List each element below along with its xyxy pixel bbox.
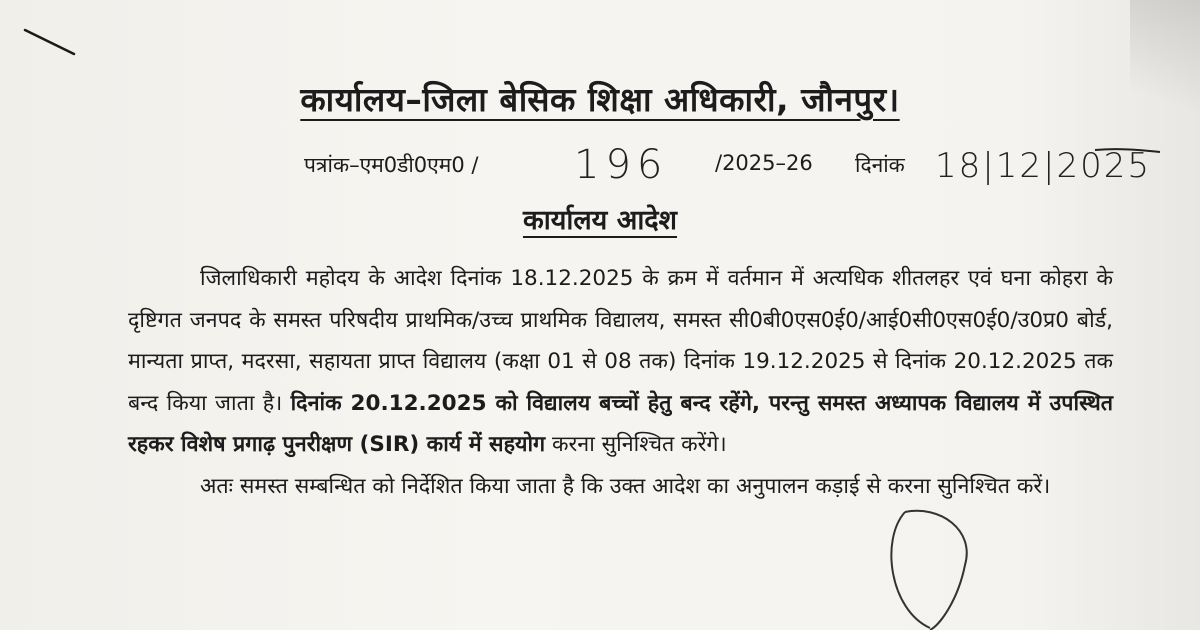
office-title: कार्यालय–जिला बेसिक शिक्षा अधिकारी, जौनपुर। (300, 80, 900, 119)
paragraph-2: अतः समस्त सम्बन्धित को निर्देशित किया जाता है कि उक्त आदेश का अनुपालन कड़ाई से करना सुनिश्चित करें। (200, 473, 1051, 499)
paragraph-1 (128, 258, 1113, 466)
order-body (128, 258, 1113, 507)
handwritten-date: 18|12|2025 (935, 146, 1151, 186)
reference-number: 196 (574, 142, 669, 188)
date-label: दिनांक (855, 153, 905, 177)
order-title: कार्यालय आदेश (522, 205, 678, 236)
reference-prefix: पत्रांक–एम0डी0एम0 / (304, 153, 479, 177)
paragraph-1-text: जिलाधिकारी महोदय के आदेश दिनांक 18.12.2025 के क्रम में वर्तमान में अत्यधिक शीतलहर एवं घना कोहरा के दृष्टिगत जनपद के समस्त परिषदीय प्राथमिक/उच्च प्राथमिक विद्यालय, समस्त सी0बी0एस0ई0/आई0सी0एस0ई0/उ0प्र0 बोर्ड, मान्यता प्राप्त, मदरसा, सहायता प्राप्त विद्यालय (कक्षा 01 से 08 तक) दिनांक 19.12.2025 से दिनांक 20.12.2025 तक बन्द किया जाता है। (128, 266, 1113, 416)
reference-year: /2025–26 (715, 151, 813, 175)
paragraph-1-bold: दिनांक 20.12.2025 को विद्यालय बच्चों हेतु बन्द रहेंगे, परन्तु समस्त अध्यापक विद्यालय में उपस्थित रहकर विशेष प्रगाढ़ पुनरीक्षण (SIR) कार्य में सहयोग (128, 390, 1113, 457)
paragraph-1-end: करना सुनिश्चित करेंगे। (552, 432, 727, 457)
